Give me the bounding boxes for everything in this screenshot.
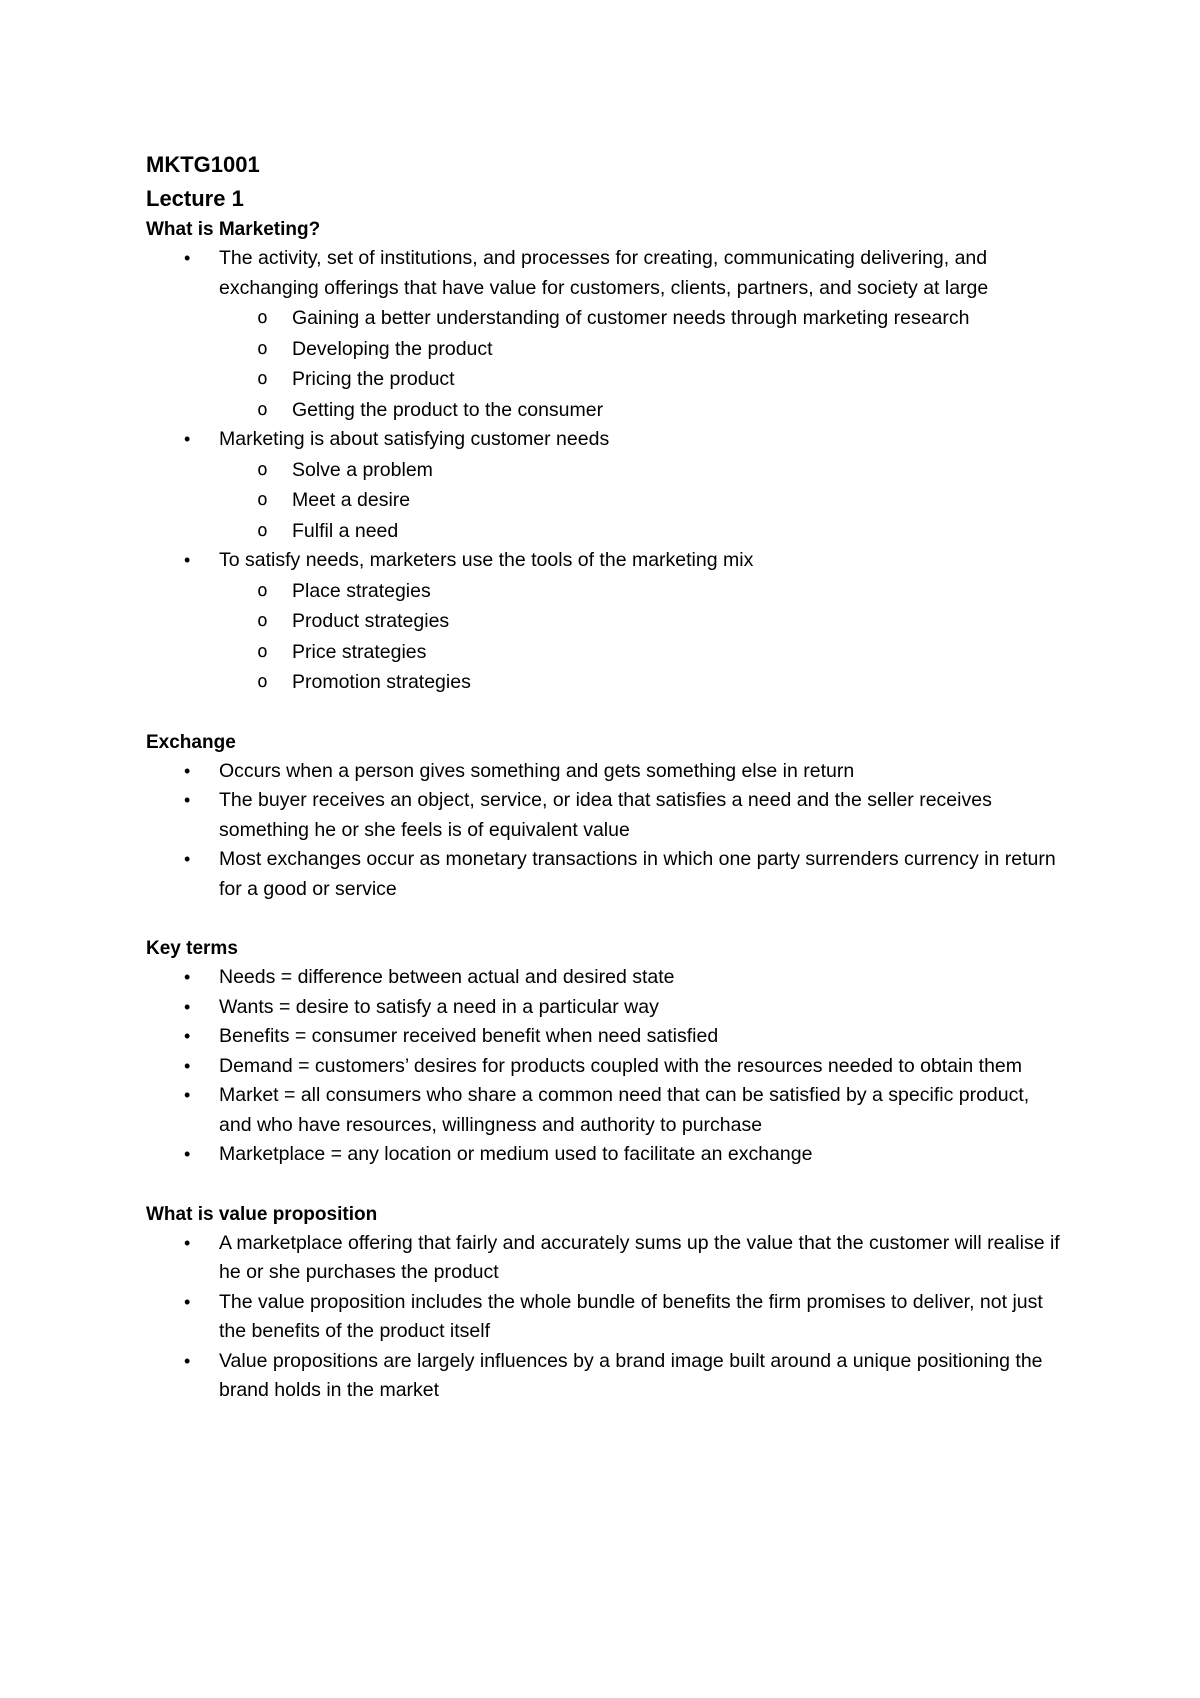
sub-bullet-list: [219, 576, 1066, 698]
sub-bullet-text: Solve a problem: [292, 458, 433, 481]
section-gap: [146, 1170, 1066, 1201]
bullet-text: Demand = customers’ desires for products coupled with the resources needed to obtain them: [219, 1054, 1023, 1077]
bullet-list: [146, 963, 1066, 1170]
sub-bullet-text: Pricing the product: [292, 368, 455, 390]
sub-bullet-text: Developing the product: [292, 337, 493, 360]
bullet-circle-icon: o: [257, 579, 268, 601]
bullet-dot-icon: •: [184, 849, 191, 869]
bullet-item: [146, 786, 1066, 845]
bullet-item: [146, 546, 1066, 698]
bullet-text: Most exchanges occur as monetary transactions in which one party surrenders currency in return for a good or service: [219, 848, 1056, 900]
bullet-text: The buyer receives an object, service, or idea that satisfies a need and the seller receives something he or she feels is of equivalent value: [219, 789, 992, 841]
bullet-item: [146, 1347, 1066, 1406]
sub-bullet-text: Place strategies: [292, 579, 431, 602]
sub-bullet-text: Meet a desire: [292, 489, 411, 511]
bullet-dot-icon: •: [184, 996, 191, 1017]
bullet-circle-icon: o: [257, 398, 268, 420]
sub-bullet-item: [219, 303, 1066, 334]
section-heading: Exchange: [146, 731, 236, 753]
bullet-circle-icon: o: [257, 458, 268, 480]
bullet-item: [146, 1081, 1066, 1140]
sub-bullet-item: [219, 395, 1066, 426]
bullet-item: [146, 1022, 1066, 1052]
bullet-item: [146, 1140, 1066, 1170]
bullet-dot-icon: •: [184, 1085, 191, 1105]
document-page: [146, 148, 1066, 1406]
bullet-text: The activity, set of institutions, and processes for creating, communicating delivering, and exchanging offerings that have value for customers, clients, partners, and society at large: [219, 247, 989, 299]
bullet-list: [146, 757, 1066, 905]
bullet-circle-icon: o: [257, 519, 268, 541]
bullet-circle-icon: o: [257, 337, 268, 359]
bullet-list: [146, 1229, 1066, 1406]
bullet-text: Occurs when a person gives something and gets something else in return: [219, 759, 855, 782]
bullet-text: Benefits = consumer received benefit when need satisfied: [219, 1025, 719, 1047]
bullet-circle-icon: o: [257, 368, 268, 389]
bullet-item: [146, 845, 1066, 904]
bullet-dot-icon: •: [184, 790, 191, 810]
sub-bullet-item: [219, 606, 1066, 637]
bullet-text: A marketplace offering that fairly and accurately sums up the value that the customer will realise if he or she purchases the product: [219, 1231, 1060, 1283]
course-code: MKTG1001: [146, 152, 260, 177]
bullet-circle-icon: o: [257, 307, 268, 328]
sub-bullet-text: Gaining a better understanding of customer needs through marketing research: [292, 307, 970, 329]
section-gap: [146, 904, 1066, 935]
bullet-dot-icon: •: [184, 1055, 191, 1076]
bullet-item: [146, 993, 1066, 1023]
sub-bullet-item: [219, 485, 1066, 516]
bullet-dot-icon: •: [184, 429, 191, 449]
sub-bullet-item: [219, 364, 1066, 395]
bullet-text: Market = all consumers who share a common need that can be satisfied by a specific product, and who have resources, willingness and authority to purchase: [219, 1084, 1030, 1136]
section-gap: [146, 698, 1066, 729]
sub-bullet-text: Fulfil a need: [292, 519, 399, 542]
bullet-circle-icon: o: [257, 671, 268, 692]
bullet-dot-icon: •: [184, 760, 191, 781]
lecture-title: Lecture 1: [146, 186, 244, 211]
bullet-text: Needs = difference between actual and desired state: [219, 966, 675, 988]
section-heading: What is Marketing?: [146, 219, 321, 240]
bullet-dot-icon: •: [184, 1026, 191, 1046]
sub-bullet-item: [219, 667, 1066, 698]
sub-bullet-text: Price strategies: [292, 640, 427, 663]
section-heading: What is value proposition: [146, 1203, 378, 1225]
sub-bullet-list: [219, 303, 1066, 425]
sub-bullet-item: [219, 516, 1066, 547]
bullet-dot-icon: •: [184, 550, 191, 570]
bullet-text: Wants = desire to satisfy a need in a particular way: [219, 995, 659, 1018]
bullet-text: Marketplace = any location or medium used to facilitate an exchange: [219, 1143, 813, 1165]
bullet-list: [146, 244, 1066, 698]
bullet-circle-icon: o: [257, 640, 268, 662]
bullet-dot-icon: •: [184, 1232, 191, 1253]
bullet-item: [146, 1052, 1066, 1082]
bullet-circle-icon: o: [257, 489, 268, 510]
document-body: [146, 216, 1066, 1406]
bullet-dot-icon: •: [184, 248, 191, 268]
section-heading: Key terms: [146, 938, 238, 959]
bullet-text: Value propositions are largely influences by a brand image built around a unique positioning the brand holds in the market: [219, 1349, 1043, 1401]
sub-bullet-text: Getting the product to the consumer: [292, 398, 604, 421]
bullet-item: [146, 963, 1066, 993]
sub-bullet-item: [219, 576, 1066, 607]
bullet-item: [146, 1288, 1066, 1347]
sub-bullet-item: [219, 455, 1066, 486]
bullet-text: To satisfy needs, marketers use the tools of the marketing mix: [219, 549, 754, 571]
bullet-dot-icon: •: [184, 967, 191, 987]
bullet-dot-icon: •: [184, 1144, 191, 1164]
bullet-text: The value proposition includes the whole bundle of benefits the firm promises to deliver, not just the benefits of the product itself: [219, 1290, 1043, 1342]
bullet-circle-icon: o: [257, 610, 268, 631]
bullet-dot-icon: •: [184, 1350, 191, 1371]
sub-bullet-text: Product strategies: [292, 610, 450, 632]
sub-bullet-list: [219, 455, 1066, 547]
sub-bullet-text: Promotion strategies: [292, 671, 471, 693]
bullet-item: [146, 425, 1066, 546]
sub-bullet-item: [219, 637, 1066, 668]
bullet-item: [146, 757, 1066, 787]
bullet-dot-icon: •: [184, 1291, 191, 1312]
bullet-item: [146, 1229, 1066, 1288]
sub-bullet-item: [219, 334, 1066, 365]
bullet-item: [146, 244, 1066, 425]
bullet-text: Marketing is about satisfying customer needs: [219, 428, 610, 450]
